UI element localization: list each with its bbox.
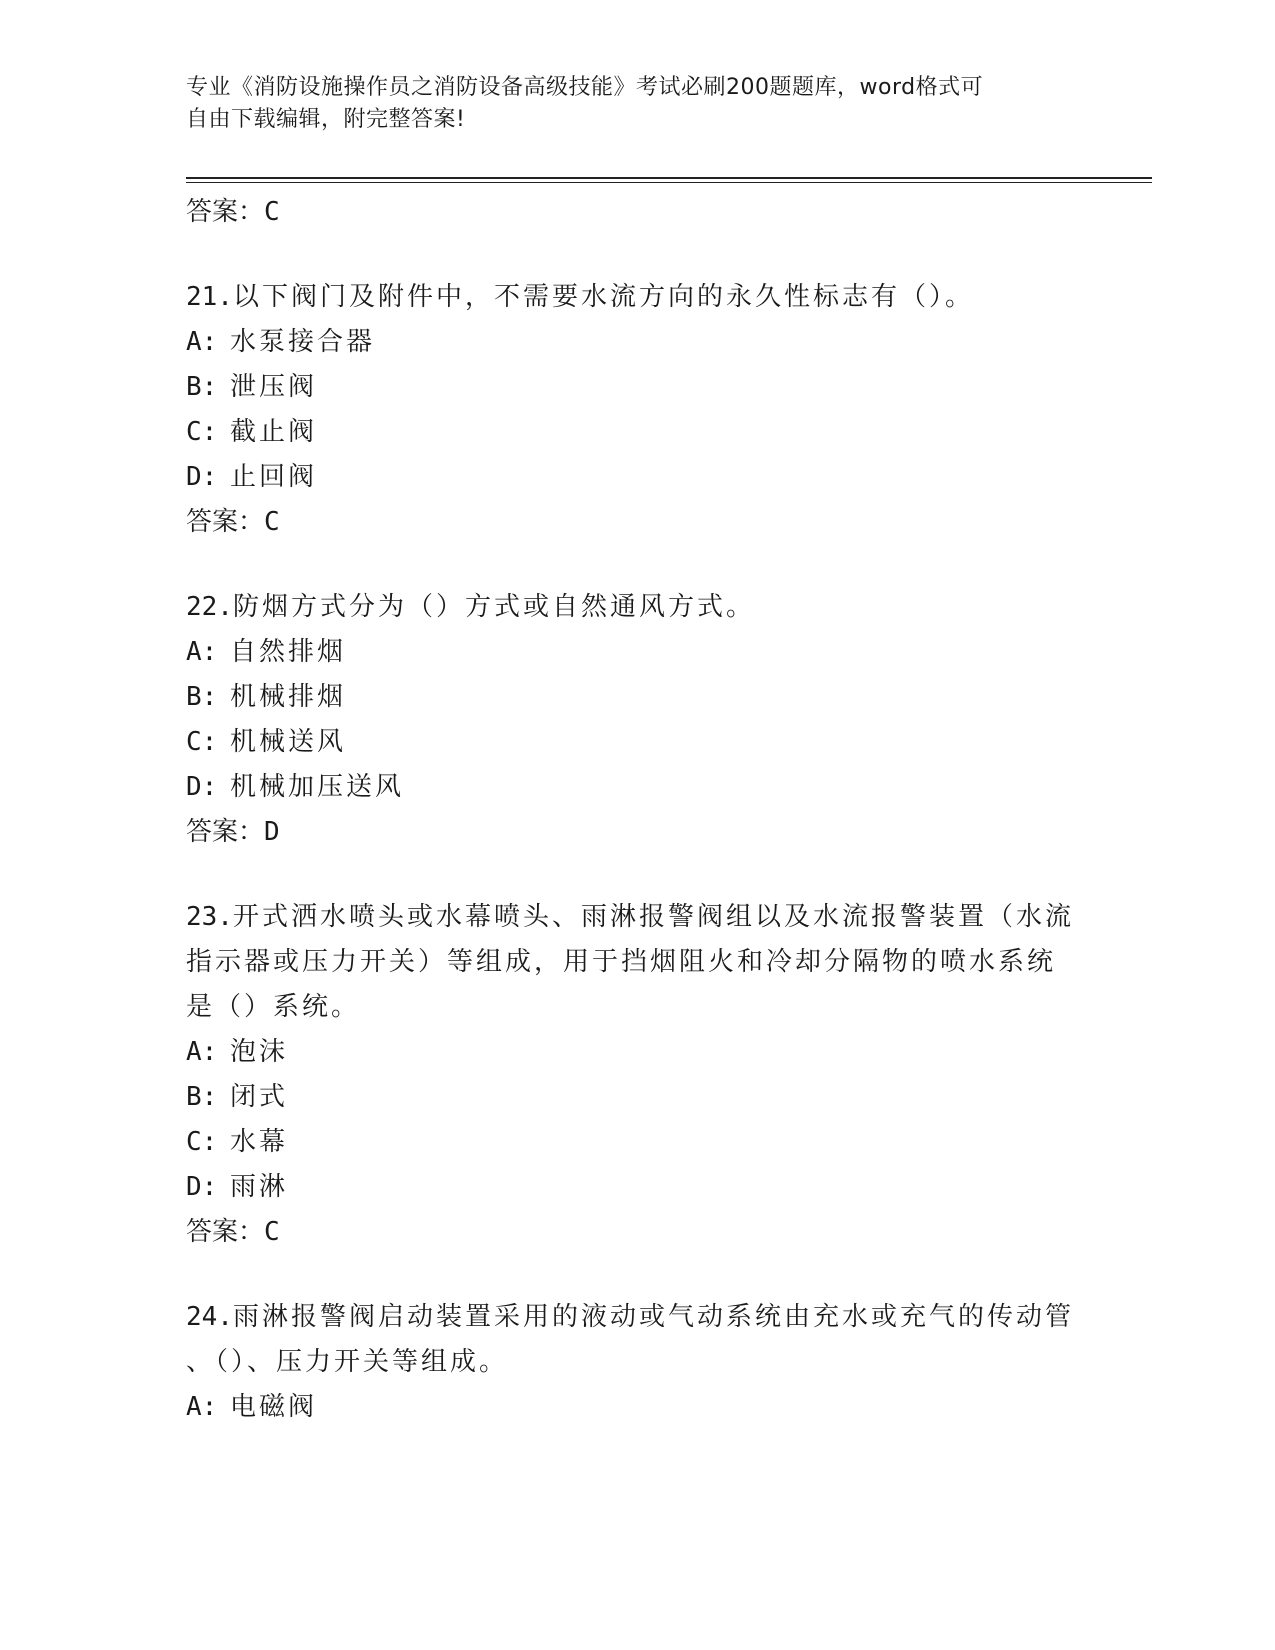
question-24 [186, 1295, 1086, 1430]
stem-line: 雨淋报警阀启动装置采用的液动或气动系统由充水或充气的传动管 [232, 1302, 1074, 1332]
option-letter: D: [186, 772, 218, 802]
question-22 [186, 585, 1086, 855]
option-text: 止回阀 [230, 462, 318, 492]
stem-line: 开式洒水喷头或水幕喷头、雨淋报警阀组以及水流报警装置（水流 [232, 902, 1074, 932]
document-header [186, 72, 1086, 136]
option-a [186, 1030, 1086, 1075]
option-text: 闭式 [230, 1082, 289, 1112]
question-21 [186, 275, 1086, 545]
question-stem [186, 895, 1086, 1030]
option-text: 水幕 [230, 1127, 289, 1157]
answer-line [186, 1210, 1086, 1255]
option-d [186, 765, 1086, 810]
option-letter: D: [186, 462, 218, 492]
stem-line-1 [186, 895, 1086, 940]
option-letter: A: [186, 327, 218, 357]
answer-line [186, 500, 1086, 545]
option-letter: A: [186, 1392, 218, 1422]
option-d [186, 1165, 1086, 1210]
option-text: 泡沫 [230, 1037, 289, 1067]
option-letter: A: [186, 637, 218, 667]
option-text: 自然排烟 [230, 637, 347, 667]
question-list [186, 190, 1086, 1430]
option-a [186, 630, 1086, 675]
question-number: 21. [186, 282, 233, 312]
stem-line-3: 是（）系统。 [186, 992, 361, 1022]
answer-line [186, 810, 1086, 855]
option-d [186, 455, 1086, 500]
option-b [186, 675, 1086, 720]
stem-line: 以下阀门及附件中，不需要水流方向的永久性标志有（）。 [232, 282, 974, 312]
option-text: 雨淋 [230, 1172, 289, 1202]
answer-label: 答案： [186, 1217, 265, 1247]
option-letter: C: [186, 727, 218, 757]
option-a [186, 1385, 1086, 1430]
option-text: 截止阀 [230, 417, 318, 447]
stem-line: 防烟方式分为（）方式或自然通风方式。 [232, 592, 755, 622]
option-letter: D: [186, 1172, 218, 1202]
option-letter: B: [186, 682, 218, 712]
option-b [186, 365, 1086, 410]
header-line-2: 自由下载编辑，附完整答案! [186, 107, 466, 132]
stem-line-2: 指示器或压力开关）等组成，用于挡烟阻火和冷却分隔物的喷水系统 [186, 947, 1057, 977]
answer-label: 答案： [186, 507, 265, 537]
option-text: 机械排烟 [230, 682, 347, 712]
header-divider-thin [186, 182, 1152, 183]
stem-line-2: 、（）、压力开关等组成。 [186, 1347, 509, 1377]
question-stem [186, 275, 1086, 320]
option-text: 机械送风 [230, 727, 347, 757]
option-c [186, 1120, 1086, 1165]
answer-value: C [264, 1217, 280, 1247]
option-letter: C: [186, 1127, 218, 1157]
answer-value: D [264, 817, 280, 847]
option-letter: C: [186, 417, 218, 447]
question-23 [186, 895, 1086, 1255]
header-divider-thick [186, 177, 1152, 179]
option-c [186, 720, 1086, 765]
option-text: 水泵接合器 [230, 327, 376, 357]
option-letter: B: [186, 372, 218, 402]
stem-line-1 [186, 1295, 1086, 1340]
option-b [186, 1075, 1086, 1120]
option-letter: B: [186, 1082, 218, 1112]
answer-value: C [264, 507, 280, 537]
header-line-1: 专业《消防设施操作员之消防设备高级技能》考试必刷200题题库，word格式可 [186, 75, 984, 100]
answer-line [186, 190, 1086, 235]
option-c [186, 410, 1086, 455]
answer-label: 答案： [186, 817, 265, 847]
answer-label: 答案： [186, 197, 265, 227]
option-text: 泄压阀 [230, 372, 318, 402]
question-number: 24. [186, 1302, 233, 1332]
option-text: 电磁阀 [230, 1392, 318, 1422]
question-stem [186, 1295, 1086, 1385]
question-number: 23. [186, 902, 233, 932]
answer-value: C [264, 197, 280, 227]
option-a [186, 320, 1086, 365]
question-stem [186, 585, 1086, 630]
question-number: 22. [186, 592, 233, 622]
option-text: 机械加压送风 [230, 772, 405, 802]
option-letter: A: [186, 1037, 218, 1067]
